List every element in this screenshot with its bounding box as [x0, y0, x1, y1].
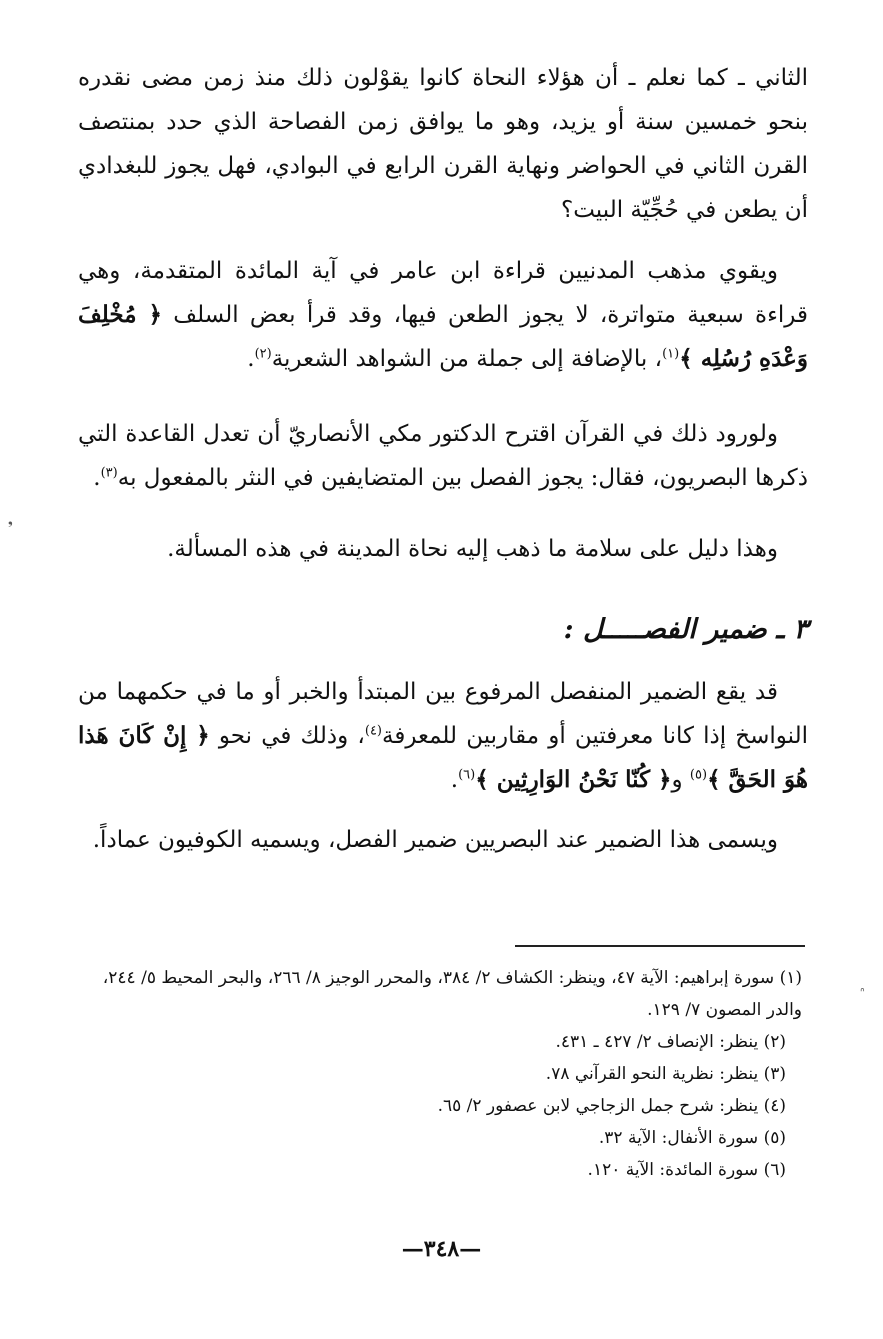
paragraph-2-text-b: ، بالإضافة إلى جملة من الشواهد الشعرية	[271, 346, 663, 372]
scan-speck-mark: ❟	[8, 513, 13, 527]
footnote-divider	[515, 945, 805, 947]
paragraph-5	[78, 670, 808, 802]
footnote-4: (٤) ينظر: شرح جمل الزجاجي لابن عصفور ٢/ ٦٥.	[437, 1096, 786, 1116]
paragraph-6: ويسمى هذا الضمير عند البصريين ضمير الفصل، ويسميه الكوفيون عماداً.	[92, 827, 778, 853]
quran-quote-2: ﴿ إِنْ كَانَ هَذا هُوَ الحَقَّ ﴾	[78, 722, 808, 793]
footnote-3: (٣) ينظر: نظرية النحو القرآني ٧٨.	[545, 1064, 786, 1084]
paragraph-4: وهذا دليل على سلامة ما ذهب إليه نحاة المدينة في هذه المسألة.	[167, 536, 778, 562]
footnote-ref-4: (٤)	[364, 723, 382, 739]
paragraph-1: الثاني ـ كما نعلم ـ أن هؤلاء النحاة كانوا يقوْلون ذلك منذ زمن مضى نقدره بنحو خمسين سنة أو يزيد، وهو ما يوافق زمن الفصاحة الذي حدد بمنتصف القرن الثاني في الحواضر ونهاية القرن الرابع في البوادي، فهل يجوز للبغدادي أن يطعن في حُجِّيّة البيت؟	[78, 65, 808, 223]
page-number: —٣٤٨—	[401, 1236, 482, 1262]
paragraph-3-end: .	[93, 465, 101, 491]
footnote-1: (١) سورة إبراهيم: الآية ٤٧، وينظر: الكشاف ٢/ ٣٨٤، والمحرر الوجيز ٨/ ٢٦٦، والبحر المحيط ٥/ ٢٤٤، والدر المصون ٧/ ١٢٩.	[102, 968, 802, 1020]
paragraph-5-text-c: و	[671, 767, 690, 793]
paragraph-5-text-a: قد يقع الضمير المنفصل المرفوع بين المبتدأ والخبر أو ما في حكمهما من النواسخ إذا كانا معرفتين أو مقاربين للمعرفة	[78, 679, 808, 749]
paragraph-5-text-b: ، وذلك في نحو	[209, 723, 365, 749]
footnote-6: (٦) سورة المائدة: الآية ١٢٠.	[587, 1160, 786, 1180]
footnotes	[78, 962, 808, 1186]
footnote-ref-1: (١)	[662, 346, 680, 362]
footnote-ref-3: (٣)	[100, 465, 118, 481]
footnote-ref-6: (٦)	[458, 767, 476, 783]
quran-quote-1: ﴿ مُخْلِفَ وَعْدَهِ رُسُلِه ﴾	[78, 301, 808, 372]
footnote-2: (٢) ينظر: الإنصاف ٢/ ٤٢٧ ـ ٤٣١.	[555, 1032, 786, 1052]
scan-speck-mark: ᐢ	[860, 985, 865, 999]
paragraph-5-end: .	[450, 767, 459, 793]
footnote-ref-2: (٢)	[254, 346, 272, 362]
section-heading: ٣ ـ ضمير الفصـــــل :	[563, 614, 808, 645]
footnote-ref-5: (٥)	[689, 767, 708, 783]
paragraph-2	[78, 249, 808, 381]
quran-quote-3: ﴿ كُنّا نَحْنُ الوَارِثِين ﴾	[475, 766, 672, 793]
paragraph-2-end: .	[247, 346, 255, 372]
paragraph-3	[78, 412, 808, 500]
footnote-5: (٥) سورة الأنفال: الآية ٣٢.	[598, 1128, 786, 1148]
paragraph-2-text-a: ويقوي مذهب المدنيين قراءة ابن عامر في آية المائدة المتقدمة، وهي قراءة سبعية متواترة، لا يجوز الطعن فيها، وقد قرأ بعض السلف	[78, 258, 808, 328]
paragraph-3-text: ولورود ذلك في القرآن اقترح الدكتور مكي الأنصاريّ أن تعدل القاعدة التي ذكرها البصريون، فقال: يجوز الفصل بين المتضايفين في النثر بالمفعول به	[78, 421, 808, 491]
